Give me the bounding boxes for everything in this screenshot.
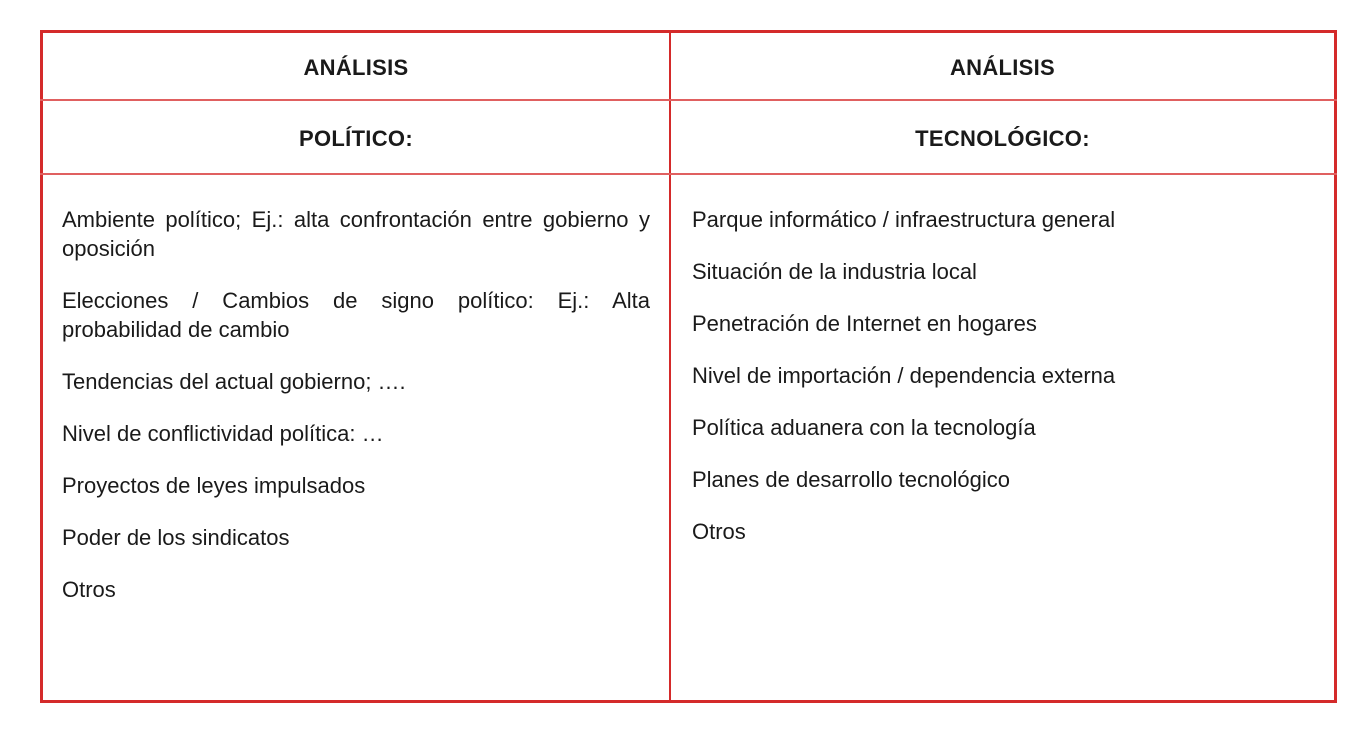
header-right-line2: TECNOLÓGICO: [915, 126, 1090, 151]
list-item: Penetración de Internet en hogares [692, 311, 1037, 336]
row-divider-2 [40, 173, 1337, 175]
list-item: Ambiente político; Ej.: alta confrontación entre gobierno y oposición [62, 207, 650, 261]
list-item: Situación de la industria local [692, 259, 977, 284]
list-item: Otros [692, 519, 746, 544]
list-item: Poder de los sindicatos [62, 525, 290, 550]
list-item: Tendencias del actual gobierno; …. [62, 369, 406, 394]
list-item: Nivel de conflictividad política: … [62, 421, 384, 446]
list-item: Proyectos de leyes impulsados [62, 473, 366, 498]
list-item: Nivel de importación / dependencia externa [692, 363, 1116, 388]
political-factors-list [62, 205, 650, 627]
header-left-line1: ANÁLISIS [303, 55, 409, 80]
list-item: Otros [62, 577, 116, 602]
list-item: Política aduanera con la tecnología [692, 415, 1036, 440]
header-left-line2: POLÍTICO: [299, 126, 413, 151]
row-divider-1 [40, 99, 1337, 101]
list-item: Parque informático / infraestructura general [692, 207, 1116, 232]
header-right-line1: ANÁLISIS [949, 55, 1056, 80]
technological-factors-list [692, 205, 1322, 569]
list-item: Elecciones / Cambios de signo político: Ej.: Alta probabilidad de cambio [62, 288, 650, 342]
list-item: Planes de desarrollo tecnológico [692, 467, 1010, 492]
